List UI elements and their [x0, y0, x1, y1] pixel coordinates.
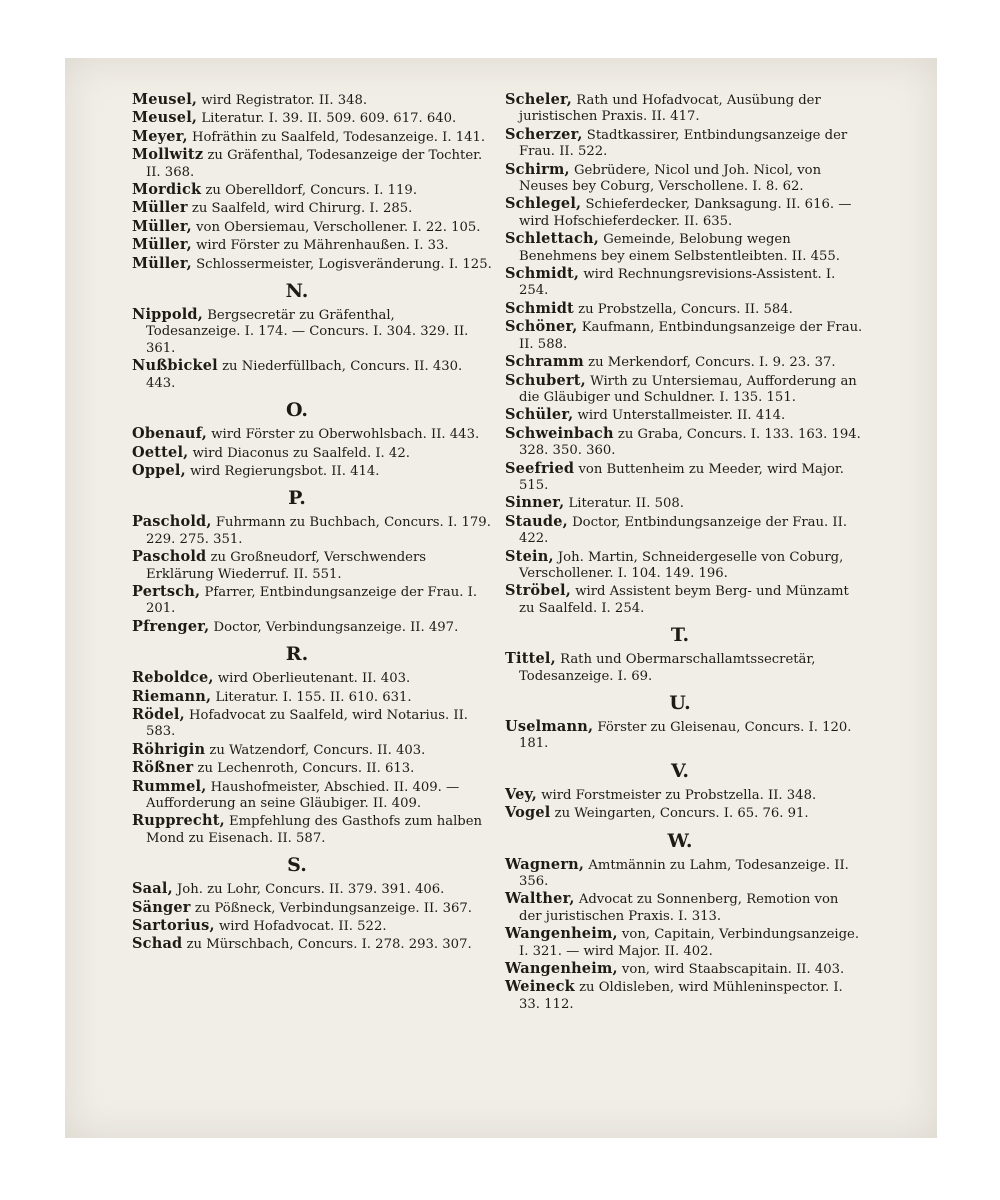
entry-surname: Röhrigin: [132, 740, 206, 758]
entry-description: von Buttenheim zu Meeder, wird Major. 515.: [519, 461, 844, 493]
entry-surname: Schlegel,: [505, 195, 582, 213]
index-entry: [505, 426, 865, 460]
index-entry: [505, 961, 865, 978]
entry-description: Literatur. I. 39. II. 509. 609. 617. 640.: [197, 111, 457, 127]
entry-surname: Rößner: [132, 759, 194, 777]
entry-description: Joh. Martin, Schneidergeselle von Coburg, Verschollener. I. 104. 149. 196.: [519, 549, 844, 581]
index-entry: [132, 742, 492, 759]
entry-description: wird Hofadvocat. II. 522.: [214, 919, 387, 935]
index-entry: [132, 426, 492, 443]
entry-surname: Nußbickel: [132, 357, 218, 375]
entry-description: wird Diaconus zu Saalfeld. I. 42.: [188, 445, 410, 461]
entry-surname: Sinner,: [505, 494, 565, 512]
index-entry: [505, 651, 865, 685]
entry-description: Literatur. I. 155. II. 610. 631.: [211, 689, 412, 705]
index-entry: [505, 162, 865, 196]
entry-description: wird Oberlieutenant. II. 403.: [213, 671, 411, 687]
index-entry: [505, 266, 865, 300]
entry-surname: Schmidt: [505, 299, 574, 317]
entry-surname: Riemann,: [132, 687, 212, 705]
index-entry: [132, 200, 492, 217]
entry-surname: Schramm: [505, 353, 584, 371]
entry-description: wird Förster zu Mährenhaußen. I. 33.: [191, 238, 449, 254]
entry-description: Stadtkassirer, Entbindungsanzeige der Frau. II. 522.: [519, 127, 848, 160]
index-entry: [505, 583, 865, 617]
index-entry: [505, 461, 865, 495]
entry-description: von, wird Staabscapitain. II. 403.: [617, 962, 845, 978]
entry-description: Doctor, Entbindungsanzeige der Frau. II. 422.: [519, 514, 848, 547]
index-entry: [132, 256, 492, 273]
entry-surname: Schad: [132, 935, 183, 953]
entry-surname: Müller: [132, 199, 188, 217]
entry-surname: Saal,: [132, 880, 173, 898]
entry-surname: Oppel,: [132, 461, 186, 479]
index-column-right: [505, 92, 865, 1014]
index-entry: [505, 231, 865, 265]
index-entry: [132, 707, 492, 741]
entry-description: zu Niederfüllbach, Concurs. II. 430. 443.: [146, 359, 463, 391]
entry-surname: Wangenheim,: [505, 960, 618, 978]
index-entry: [505, 92, 865, 126]
entry-surname: Reboldce,: [132, 669, 214, 687]
entry-description: wird Registrator. II. 348.: [197, 93, 368, 108]
section-letter-heading: W.: [667, 829, 693, 852]
section-letter-heading: U.: [669, 692, 691, 714]
index-entry: [505, 196, 865, 230]
entry-description: Advocat zu Sonnenberg, Remotion von der juristischen Praxis. I. 313.: [519, 892, 839, 924]
entry-surname: Scherzer,: [505, 125, 583, 143]
section-letter-heading: O.: [285, 399, 309, 422]
index-entry: [132, 918, 492, 935]
index-entry: [505, 319, 865, 353]
index-entry: [132, 689, 492, 706]
entry-surname: Mollwitz: [132, 146, 204, 164]
entry-description: zu Mürschbach, Concurs. I. 278. 293. 307.: [182, 937, 472, 953]
entry-description: zu Merkendorf, Concurs. I. 9. 23. 37.: [583, 355, 836, 371]
entry-description: Hofadvocat zu Saalfeld, wird Notarius. II. 583.: [146, 707, 468, 740]
entry-surname: Weineck: [505, 978, 575, 996]
index-entry: [505, 407, 865, 424]
section-letter-heading: N.: [285, 280, 309, 303]
entry-description: Hofräthin zu Saalfeld, Todesanzeige. I. 141.: [187, 129, 486, 145]
index-entry: [505, 127, 865, 161]
entry-surname: Staude,: [505, 512, 568, 530]
index-entry: [132, 463, 492, 480]
entry-surname: Seefried: [505, 459, 575, 477]
entry-description: zu Lechenroth, Concurs. II. 613.: [193, 761, 415, 777]
index-entry: [132, 584, 492, 618]
entry-surname: Obenauf,: [132, 425, 208, 443]
index-entry: [132, 307, 492, 357]
entry-surname: Müller,: [132, 217, 192, 235]
section-letter-heading: R.: [285, 643, 309, 666]
index-entry: [505, 354, 865, 371]
index-entry: [132, 670, 492, 687]
entry-description: Schlossermeister, Logisveränderung. I. 125.: [191, 256, 492, 272]
entry-description: Joh. zu Lohr, Concurs. II. 379. 391. 406.: [172, 882, 445, 898]
index-entry: [505, 514, 865, 548]
entry-description: zu Watzendorf, Concurs. II. 403.: [205, 742, 426, 758]
entry-description: Rath und Hofadvocat, Ausübung der juristischen Praxis. II. 417.: [519, 93, 821, 125]
entry-description: zu Graba, Concurs. I. 133. 163. 194. 328. 350. 360.: [519, 426, 861, 459]
entry-surname: Rupprecht,: [132, 812, 225, 830]
index-entry: [132, 92, 492, 109]
entry-surname: Müller,: [132, 254, 192, 272]
entry-description: wird Regierungsbot. II. 414.: [185, 463, 380, 479]
entry-description: Schieferdecker, Danksagung. II. 616. — wird Hofschieferdecker. II. 635.: [519, 197, 852, 229]
entry-description: Kaufmann, Entbindungsanzeige der Frau. II. 588.: [519, 320, 863, 352]
entry-surname: Ströbel,: [505, 582, 572, 600]
index-entry: [132, 779, 492, 813]
entry-surname: Walther,: [505, 890, 575, 908]
entry-surname: Rummel,: [132, 777, 207, 795]
entry-description: zu Oldisleben, wird Mühleninspector. I. 33. 112.: [519, 980, 843, 1012]
section-letter-heading: T.: [670, 624, 690, 647]
index-entry: [132, 237, 492, 254]
entry-surname: Sänger: [132, 898, 191, 916]
entry-description: wird Rechnungsrevisions-Assistent. I. 254.: [519, 267, 836, 299]
index-entry: [132, 813, 492, 847]
entry-description: zu Oberelldorf, Concurs. I. 119.: [201, 183, 418, 199]
entry-surname: Pertsch,: [132, 582, 201, 600]
entry-surname: Scheler,: [505, 91, 573, 108]
entry-surname: Sartorius,: [132, 917, 215, 935]
entry-description: Rath und Obermarschallamtssecretär, Todesanzeige. I. 69.: [519, 652, 816, 684]
entry-surname: Schubert,: [505, 371, 586, 389]
entry-description: Bergsecretär zu Gräfenthal, Todesanzeige. I. 174. — Concurs. I. 304. 329. II. 361.: [146, 308, 469, 356]
entry-surname: Uselmann,: [505, 718, 594, 735]
entry-surname: Schweinbach: [505, 424, 614, 442]
entry-description: Literatur. II. 508.: [564, 496, 684, 512]
entry-description: Fuhrmann zu Buchbach, Concurs. I. 179. 229. 275. 351.: [146, 515, 491, 547]
entry-surname: Pfrenger,: [132, 617, 210, 635]
index-entry: [505, 549, 865, 583]
entry-surname: Vey,: [505, 785, 538, 803]
index-entry: [132, 514, 492, 548]
index-column-left: [132, 92, 492, 955]
index-entry: [132, 219, 492, 236]
entry-surname: Schöner,: [505, 318, 578, 336]
entry-description: Amtmännin zu Lahm, Todesanzeige. II. 356.: [519, 857, 849, 890]
entry-surname: Oettel,: [132, 443, 189, 461]
entry-surname: Mordick: [132, 181, 202, 199]
entry-surname: Stein,: [505, 547, 554, 565]
index-entry: [132, 129, 492, 146]
entry-description: Empfehlung des Gasthofs zum halben Mond zu Eisenach. II. 587.: [146, 814, 483, 846]
entry-surname: Nippold,: [132, 306, 204, 324]
index-entry: [132, 445, 492, 462]
entry-surname: Vogel: [505, 804, 551, 822]
entry-description: wird Unterstallmeister. II. 414.: [573, 408, 786, 424]
entry-surname: Wagnern,: [505, 855, 585, 873]
entry-surname: Schlettach,: [505, 230, 599, 248]
index-entry: [505, 979, 865, 1013]
entry-description: zu Probstzella, Concurs. II. 584.: [573, 301, 793, 317]
index-entry: [505, 926, 865, 960]
index-entry: [132, 900, 492, 917]
index-entry: [132, 549, 492, 583]
entry-description: zu Pößneck, Verbindungsanzeige. II. 367.: [190, 900, 472, 916]
entry-surname: Meyer,: [132, 127, 188, 145]
index-entry: [505, 857, 865, 891]
entry-description: zu Großneudorf, Verschwenders Erklärung Wiederruf. II. 551.: [146, 550, 427, 582]
index-entry: [505, 495, 865, 512]
entry-description: wird Forstmeister zu Probstzella. II. 348.: [537, 787, 817, 803]
entry-description: Gebrüdere, Nicol und Joh. Nicol, von Neuses bey Coburg, Verschollene. I. 8. 62.: [519, 162, 822, 195]
entry-description: Doctor, Verbindungsanzeige. II. 497.: [209, 619, 459, 635]
entry-description: Pfarrer, Entbindungsanzeige der Frau. I. 201.: [146, 584, 478, 617]
index-entry: [132, 760, 492, 777]
index-entry: [132, 936, 492, 953]
section-letter-heading: S.: [287, 854, 307, 877]
entry-surname: Meusel,: [132, 91, 198, 108]
index-entry: [132, 147, 492, 181]
index-entry: [505, 805, 865, 822]
entry-surname: Paschold,: [132, 513, 212, 531]
entry-description: wird Assistent beym Berg- und Münzamt zu Saalfeld. I. 254.: [519, 584, 849, 616]
section-letter-heading: V.: [670, 759, 690, 782]
index-entry: [505, 301, 865, 318]
entry-surname: Tittel,: [505, 650, 556, 668]
section-letter-heading: P.: [288, 487, 306, 510]
entry-surname: Paschold: [132, 548, 207, 566]
entry-surname: Müller,: [132, 236, 192, 254]
entry-description: Förster zu Gleisenau, Concurs. I. 120. 181.: [519, 720, 852, 752]
entry-surname: Meusel,: [132, 109, 198, 127]
entry-description: Haushofmeister, Abschied. II. 409. — Aufforderung an seine Gläubiger. II. 409.: [146, 779, 460, 811]
index-entry: [132, 881, 492, 898]
index-entry: [505, 787, 865, 804]
index-entry: [505, 373, 865, 407]
index-entry: [132, 182, 492, 199]
entry-description: zu Weingarten, Concurs. I. 65. 76. 91.: [550, 806, 809, 822]
entry-description: wird Förster zu Oberwohlsbach. II. 443.: [207, 427, 480, 443]
entry-surname: Rödel,: [132, 705, 185, 723]
index-entry: [505, 719, 865, 753]
entry-surname: Schirm,: [505, 160, 570, 178]
index-entry: [505, 891, 865, 925]
entry-surname: Wangenheim,: [505, 925, 618, 943]
entry-description: Wirth zu Untersiemau, Aufforderung an die Gläubiger und Schuldner. I. 135. 151.: [519, 373, 857, 405]
index-entry: [132, 110, 492, 127]
entry-description: von Obersiemau, Verschollener. I. 22. 105.: [191, 219, 481, 235]
entry-surname: Schüler,: [505, 406, 574, 424]
entry-description: zu Gräfenthal, Todesanzeige der Tochter. II. 368.: [146, 148, 483, 180]
index-entry: [132, 358, 492, 392]
entry-description: zu Saalfeld, wird Chirurg. I. 285.: [187, 201, 413, 217]
entry-description: Gemeinde, Belobung wegen Benehmens bey einem Selbstentleibten. II. 455.: [519, 232, 840, 264]
entry-surname: Schmidt,: [505, 265, 580, 283]
entry-description: von, Capitain, Verbindungsanzeige. I. 321. — wird Major. II. 402.: [519, 927, 860, 959]
index-entry: [132, 619, 492, 636]
